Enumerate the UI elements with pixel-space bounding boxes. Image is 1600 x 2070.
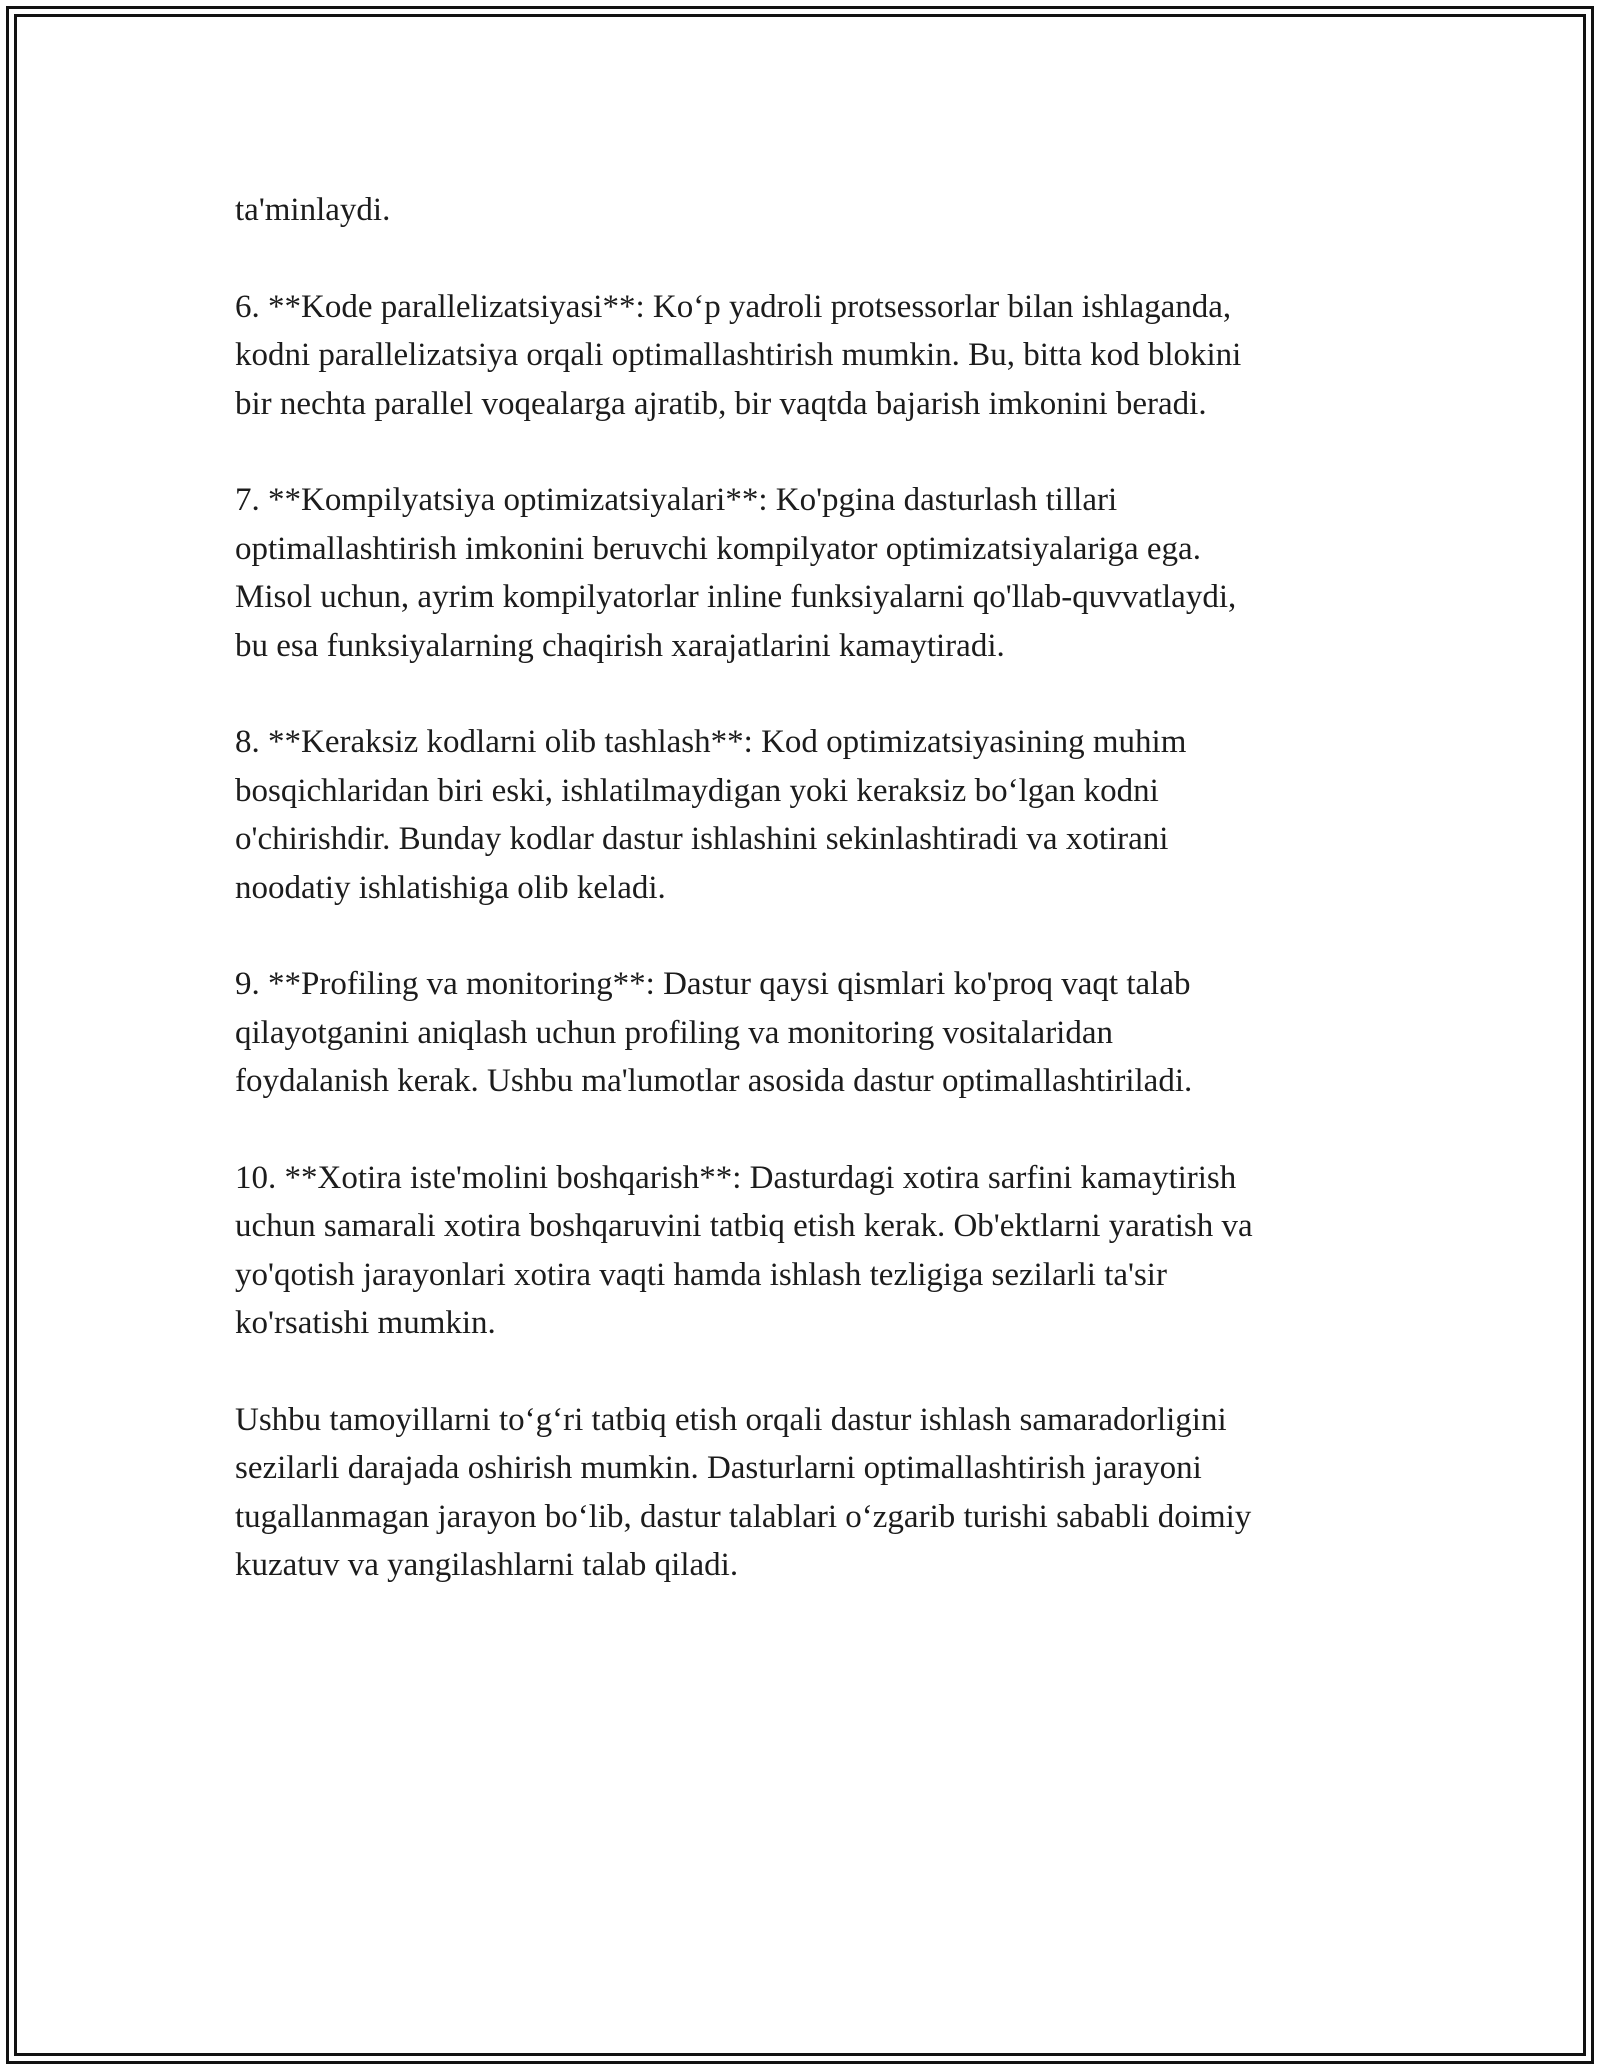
document-body [235, 186, 1395, 1638]
paragraph-conclusion: Ushbu tamoyillarni toʻgʻri tatbiq etish orqali dastur ishlash samaradorligini sezilarli darajada oshirish mumkin. Dasturlarni optimallashtirish jarayoni tugallanmagan jarayon boʻlib, dastur talablari oʻzgarib turishi sababli doimiy kuzatuv va yangilashlarni talab qiladi. [235, 1402, 1252, 1584]
paragraph-continuation: ta'minlaydi. [235, 192, 391, 228]
paragraph-item-7: 7. **Kompilyatsiya optimizatsiyalari**: Ko'pgina dasturlash tillari optimallashtirish imkonini beruvchi kompilyator optimizatsiyalariga ega. Misol uchun, ayrim kompilyatorlar inline funksiyalarni qo'llab-quvvatlaydi, bu esa funksiyalarning chaqirish xarajatlarini kamaytiradi. [235, 482, 1237, 664]
paragraph-item-9: 9. **Profiling va monitoring**: Dastur qaysi qismlari ko'proq vaqt talab qilayotganini aniqlash uchun profiling va monitoring vositalaridan foydalanish kerak. Ushbu ma'lumotlar asosida dastur optimallashtiriladi. [235, 966, 1193, 1100]
paragraph-item-10: 10. **Xotira iste'molini boshqarish**: Dasturdagi xotira sarfini kamaytirish uchun samarali xotira boshqaruvini tatbiq etish kerak. Ob'ektlarni yaratish va yo'qotish jarayonlari xotira vaqti hamda ishlash tezligiga sezilarli ta'sir ko'rsatishi mumkin. [235, 1160, 1253, 1342]
paragraph-item-8: 8. **Keraksiz kodlarni olib tashlash**: Kod optimizatsiyasining muhim bosqichlaridan biri eski, ishlatilmaydigan yoki keraksiz boʻlgan kodni o'chirishdir. Bunday kodlar dastur ishlashini sekinlashtiradi va xotirani noodatiy ishlatishiga olib keladi. [235, 724, 1187, 906]
paragraph-item-6: 6. **Kode parallelizatsiyasi**: Koʻp yadroli protsessorlar bilan ishlaganda, kodni parallelizatsiya orqali optimallashtirish mumkin. Bu, bitta kod blokini bir nechta parallel voqealarga ajratib, bir vaqtda bajarish imkonini beradi. [235, 288, 1242, 422]
